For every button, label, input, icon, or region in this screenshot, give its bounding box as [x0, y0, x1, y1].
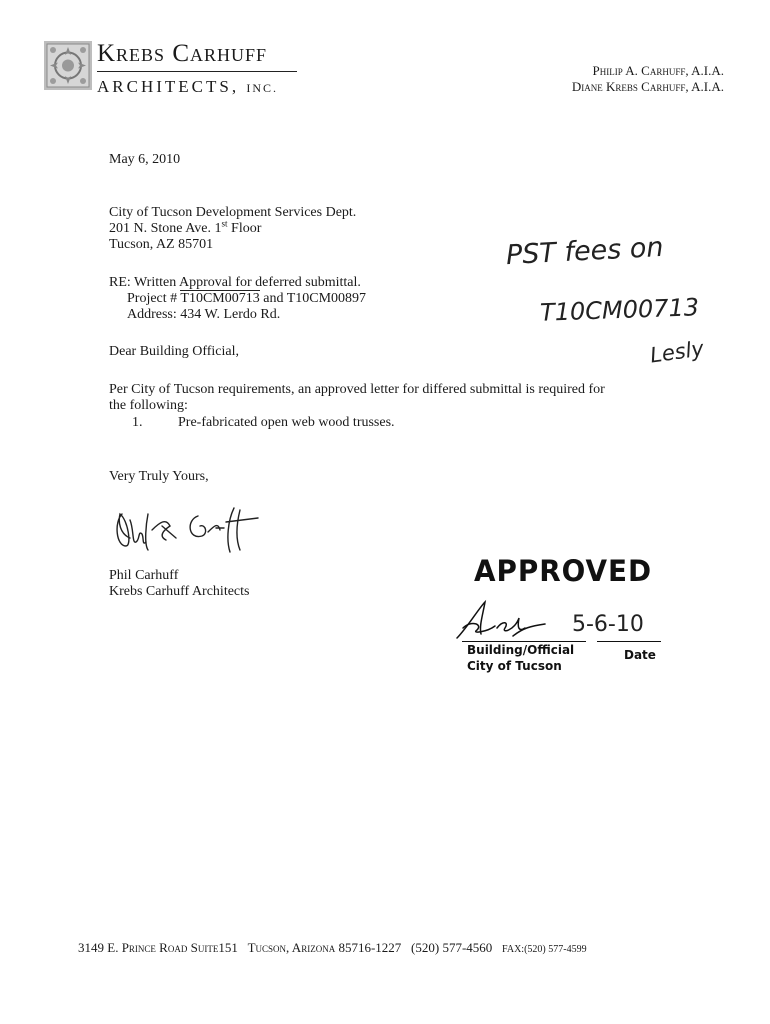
date-label: Date — [624, 648, 656, 662]
recipient-line-2 — [109, 218, 262, 237]
ornamental-logo-icon — [44, 41, 92, 90]
firm-subtitle-main: ARCHITECTS, — [97, 77, 240, 96]
recipient-line-2-sup: st — [221, 218, 228, 229]
signature-image — [108, 500, 278, 560]
signer-company: Krebs Carhuff Architects — [109, 584, 250, 599]
recipient-line-2-suffix: Floor — [227, 221, 262, 236]
handwritten-initials: Lesly — [648, 336, 706, 368]
address-line: Address: 434 W. Lerdo Rd. — [127, 307, 281, 322]
project-id-1: T10CM00713 — [180, 291, 260, 306]
list-item-number: 1. — [132, 415, 143, 430]
footer-suite: 151 — [218, 940, 238, 955]
paragraph-line-2: the following: — [109, 398, 188, 413]
signer-name: Phil Carhuff — [109, 568, 179, 583]
closing: Very Truly Yours, — [109, 469, 209, 484]
partner-1: Philip A. Carhuff, A.I.A. — [592, 63, 724, 78]
date-line — [597, 641, 661, 642]
re-line: RE: Written Approval for deferred submittal. — [109, 275, 361, 290]
official-signature-image — [453, 598, 573, 640]
approval-date-handwritten: 5-6-10 — [572, 612, 644, 637]
handwritten-note-line-2: T10CM00713 — [539, 293, 700, 327]
footer-street: Prince Road Suite — [121, 940, 219, 955]
project-mid: and T10CM00897 — [259, 291, 367, 306]
recipient-line-3: Tucson, AZ 85701 — [109, 237, 214, 252]
footer-address — [78, 940, 587, 956]
footer-city: Tucson, Arizona — [247, 940, 336, 955]
firm-subtitle — [97, 77, 278, 97]
recipient-line-1: City of Tucson Development Services Dept. — [109, 205, 357, 220]
footer-fax: (520) 577-4599 — [524, 944, 587, 955]
official-signature-line — [462, 641, 586, 642]
footer-zip: 85716-1227 — [338, 940, 402, 955]
project-prefix: Project # — [127, 291, 181, 306]
project-line — [127, 291, 366, 307]
footer-phone: (520) 577-4560 — [411, 940, 493, 955]
paragraph-line-1: Per City of Tucson requirements, an approved letter for differed submittal is required for — [109, 382, 605, 397]
handwritten-note-line-1: PST fees on — [505, 231, 665, 272]
footer-street-number: 3149 E. — [78, 940, 119, 955]
partner-2: Diane Krebs Carhuff, A.I.A. — [571, 79, 724, 94]
city-label: City of Tucson — [467, 659, 562, 673]
recipient-line-2-prefix: 201 N. Stone Ave. 1 — [109, 221, 222, 236]
firm-subtitle-suffix: INC. — [246, 81, 279, 95]
building-official-label: Building/Official — [467, 643, 575, 657]
firm-divider — [97, 71, 297, 72]
letter-date: May 6, 2010 — [109, 152, 181, 167]
footer-fax-label: FAX: — [502, 944, 525, 955]
firm-name: Krebs Carhuff — [97, 40, 268, 67]
salutation: Dear Building Official, — [109, 344, 239, 359]
list-item-text: Pre-fabricated open web wood trusses. — [178, 415, 395, 430]
approved-stamp-title: APPROVED — [474, 554, 653, 588]
